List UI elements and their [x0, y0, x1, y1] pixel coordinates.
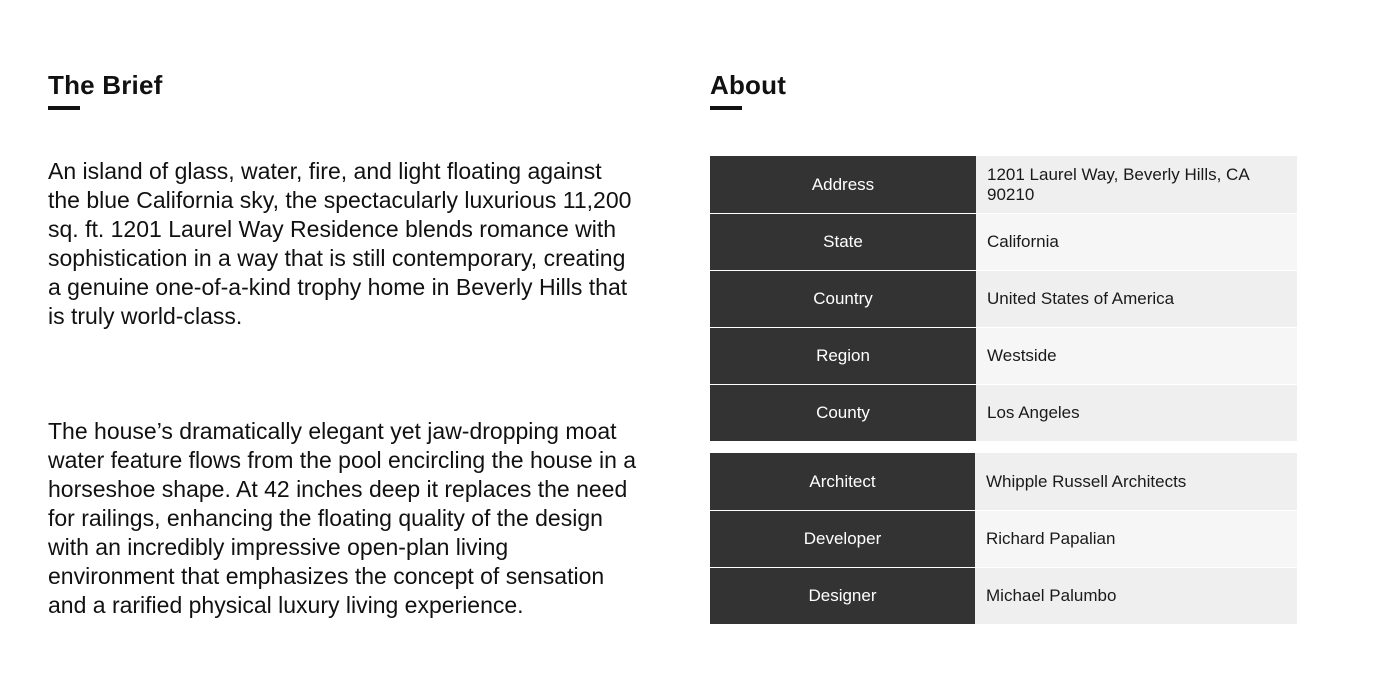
about-title-underline: [710, 106, 742, 110]
row-value: United States of America: [976, 271, 1297, 327]
table-row-county: [710, 384, 1297, 441]
row-label: Region: [710, 328, 976, 384]
brief-title-underline: [48, 106, 80, 110]
row-value: California: [976, 214, 1297, 270]
table-row-designer: [710, 567, 1297, 624]
row-label: Designer: [710, 568, 975, 624]
location-table: [710, 156, 1297, 441]
table-row-state: [710, 213, 1297, 270]
row-label: Developer: [710, 511, 975, 567]
row-label: State: [710, 214, 976, 270]
table-row-region: [710, 327, 1297, 384]
row-value: Michael Palumbo: [975, 568, 1297, 624]
table-row-address: [710, 156, 1297, 213]
brief-paragraph-2: The house’s dramatically elegant yet jaw-dropping moat water feature flows from the pool encircling the house in a horseshoe shape. At 42 inches deep it replaces the need for railings, enhancing the floating quality of the design with an incredibly impressive open-plan living environment that emphasizes the concept of sensation and a rarified physical luxury living experience.: [48, 418, 637, 618]
row-label: Architect: [710, 453, 975, 510]
about-title: About: [710, 70, 787, 100]
row-label: County: [710, 385, 976, 441]
table-row-architect: [710, 453, 1297, 510]
brief-paragraph-1: An island of glass, water, fire, and light floating against the blue California sky, the spectacularly luxurious 11,200 sq. ft. 1201 Laurel Way Residence blends romance with sophistication in a way that is still contemporary, creating a genuine one-of-a-kind trophy home in Beverly Hills that is truly world-class.: [48, 158, 632, 329]
row-value: Westside: [976, 328, 1297, 384]
brief-section: [48, 68, 648, 620]
row-label: Country: [710, 271, 976, 327]
table-row-country: [710, 270, 1297, 327]
table-row-developer: [710, 510, 1297, 567]
about-section: [710, 68, 1300, 624]
row-value: Whipple Russell Architects: [975, 453, 1297, 510]
row-value: 1201 Laurel Way, Beverly Hills, CA 90210: [976, 156, 1297, 213]
row-value: Los Angeles: [976, 385, 1297, 441]
credits-table: [710, 453, 1297, 624]
row-value: Richard Papalian: [975, 511, 1297, 567]
brief-title: The Brief: [48, 70, 163, 100]
row-label: Address: [710, 156, 976, 213]
